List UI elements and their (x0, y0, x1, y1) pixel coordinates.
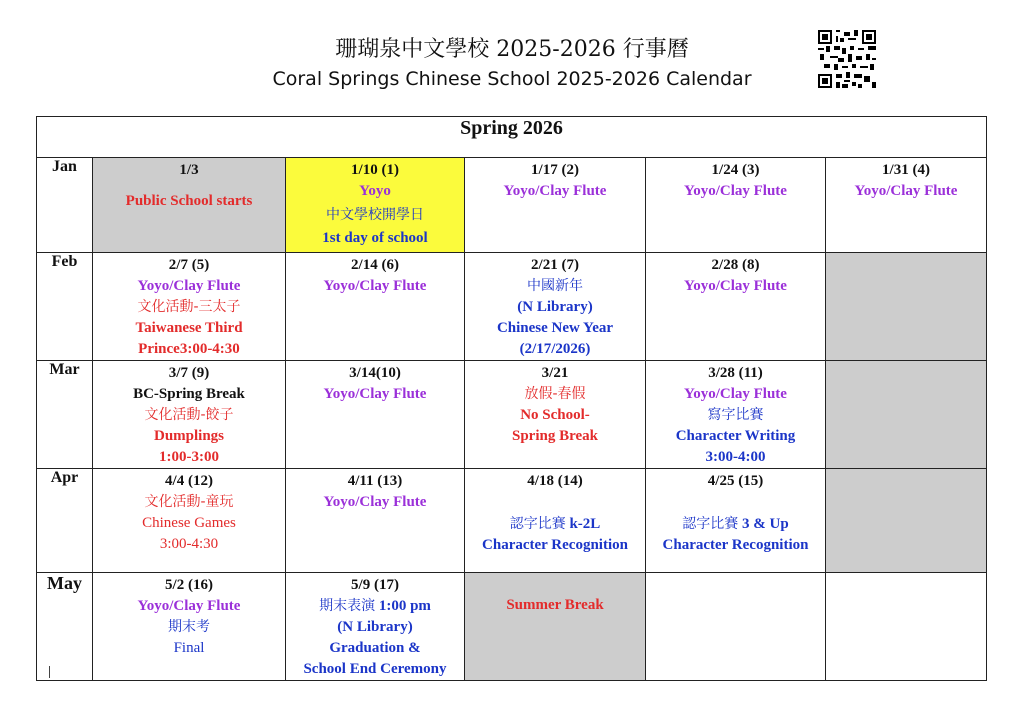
cell-date: 2/14 (6) (351, 257, 399, 273)
empty-cell (826, 469, 987, 573)
cell-date: 1/10 (1) (351, 162, 399, 178)
day-cell-jan-17 (465, 158, 646, 253)
cell-event: k-2L (565, 516, 601, 532)
season-title: Spring 2026 (37, 117, 987, 158)
cell-date: 5/2 (16) (165, 577, 213, 593)
cell-event: Character Writing (675, 428, 796, 444)
cell-event: (N Library) (337, 619, 413, 635)
empty-cell (646, 573, 826, 681)
cell-event-zh: 認字比賽 (682, 516, 739, 532)
cell-event: Taiwanese Third (135, 320, 243, 336)
month-label-apr: Apr (37, 469, 93, 573)
cell-event: 3 & Up (738, 516, 789, 532)
cell-event: No School- (520, 407, 590, 423)
cell-event: Yoyo/Clay Flute (503, 183, 607, 199)
cell-date: 4/11 (13) (347, 473, 403, 489)
day-cell-may-9 (286, 573, 465, 681)
month-label-mar: Mar (37, 361, 93, 469)
cell-date: 3/28 (11) (708, 365, 763, 381)
cell-date: 2/7 (5) (168, 257, 210, 273)
cell-event: Final (173, 640, 205, 656)
cell-event: Spring Break (512, 428, 598, 444)
cell-event: Character Recognition (482, 537, 628, 553)
spring-calendar-table (36, 116, 987, 681)
day-cell-apr-18 (465, 469, 646, 573)
cell-event: Yoyo/Clay Flute (684, 183, 787, 199)
cell-event-zh: 期末考 (168, 619, 210, 635)
day-cell-mar-7 (93, 361, 286, 469)
cell-event-zh: 認字比賽 (509, 516, 566, 532)
cell-date: 1/17 (2) (531, 162, 579, 178)
qr-code-icon (818, 30, 876, 88)
cell-event: Yoyo/Clay Flute (323, 494, 427, 510)
cell-event: Chinese Games (142, 515, 236, 531)
day-cell-apr-4 (93, 469, 286, 573)
cell-date: 4/4 (12) (165, 473, 213, 489)
day-cell-jan-3 (93, 158, 286, 253)
cell-event-zh: 文化活動-餃子 (144, 407, 234, 423)
cell-event: Prince3:00-4:30 (138, 341, 240, 357)
title-chinese: 珊瑚泉中文學校 2025-2026 行事曆 (335, 37, 689, 62)
cell-event: Character Recognition (662, 537, 809, 553)
cell-date: 2/28 (8) (711, 257, 760, 273)
cell-event: Yoyo/Clay Flute (323, 278, 427, 294)
cell-date: 4/25 (15) (707, 473, 764, 489)
day-cell-mar-14 (286, 361, 465, 469)
cell-event: 1:00 pm (375, 598, 431, 614)
cell-event: Yoyo/Clay Flute (137, 278, 241, 294)
cell-date: 5/9 (17) (351, 577, 399, 593)
text-cursor (49, 666, 50, 678)
cell-event: Graduation & (329, 640, 421, 656)
day-cell-feb-28 (646, 253, 826, 361)
day-cell-feb-14 (286, 253, 465, 361)
day-cell-mar-21 (465, 361, 646, 469)
day-cell-summer-break (465, 573, 646, 681)
cell-event: Yoyo/Clay Flute (137, 598, 241, 614)
cell-event: Yoyo/Clay Flute (854, 183, 958, 199)
cell-event: Chinese New Year (496, 320, 614, 336)
cell-event-zh: 中國新年 (527, 278, 583, 294)
cell-event: Yoyo/Clay Flute (684, 278, 787, 294)
cell-event-zh: 放假-春假 (524, 386, 586, 402)
cell-date: 3/7 (9) (168, 365, 210, 381)
empty-cell (826, 361, 987, 469)
cell-event: Dumplings (153, 428, 225, 444)
day-cell-jan-31 (826, 158, 987, 253)
cell-event: BC-Spring Break (133, 386, 245, 402)
day-cell-apr-25 (646, 469, 826, 573)
cell-event: 1:00-3:00 (159, 449, 219, 465)
day-cell-feb-21 (465, 253, 646, 361)
cell-event-zh: 文化活動-三太子 (137, 299, 241, 315)
day-cell-jan-24 (646, 158, 826, 253)
cell-event-zh: 期末表演 (319, 598, 376, 614)
cell-event: (2/17/2026) (519, 341, 591, 357)
cell-event: 1st day of school (322, 230, 428, 246)
empty-cell (826, 253, 987, 361)
day-cell-may-2 (93, 573, 286, 681)
cell-date: 1/3 (179, 162, 199, 178)
day-cell-feb-7 (93, 253, 286, 361)
cell-event: Yoyo (359, 183, 391, 199)
cell-event-zh: 中文學校開學日 (326, 207, 424, 223)
cell-event: 3:00-4:30 (159, 536, 219, 552)
cell-event: School End Ceremony (303, 661, 447, 677)
cell-event: Summer Break (506, 597, 604, 613)
cell-date: 3/14(10) (349, 365, 401, 381)
cell-event: Public School starts (125, 193, 253, 209)
cell-date: 2/21 (7) (531, 257, 579, 273)
cell-event: 3:00-4:00 (705, 449, 766, 465)
cell-date: 4/18 (14) (527, 473, 583, 489)
cell-date: 3/21 (541, 365, 569, 381)
month-label-may: May (37, 573, 93, 681)
cell-event: Yoyo/Clay Flute (684, 386, 787, 402)
month-label-jan: Jan (37, 158, 93, 253)
day-cell-jan-10 (286, 158, 465, 253)
cell-date: 1/31 (4) (882, 162, 930, 178)
month-label-feb: Feb (37, 253, 93, 361)
cell-date: 1/24 (3) (711, 162, 760, 178)
cell-event: (N Library) (517, 299, 593, 315)
day-cell-apr-11 (286, 469, 465, 573)
cell-event: Yoyo/Clay Flute (323, 386, 427, 402)
title-english: Coral Springs Chinese School 2025-2026 Calendar (272, 68, 752, 90)
cell-event-zh: 文化活動-童玩 (144, 494, 234, 510)
empty-cell (826, 573, 987, 681)
day-cell-mar-28 (646, 361, 826, 469)
cell-event-zh: 寫字比賽 (707, 407, 764, 423)
